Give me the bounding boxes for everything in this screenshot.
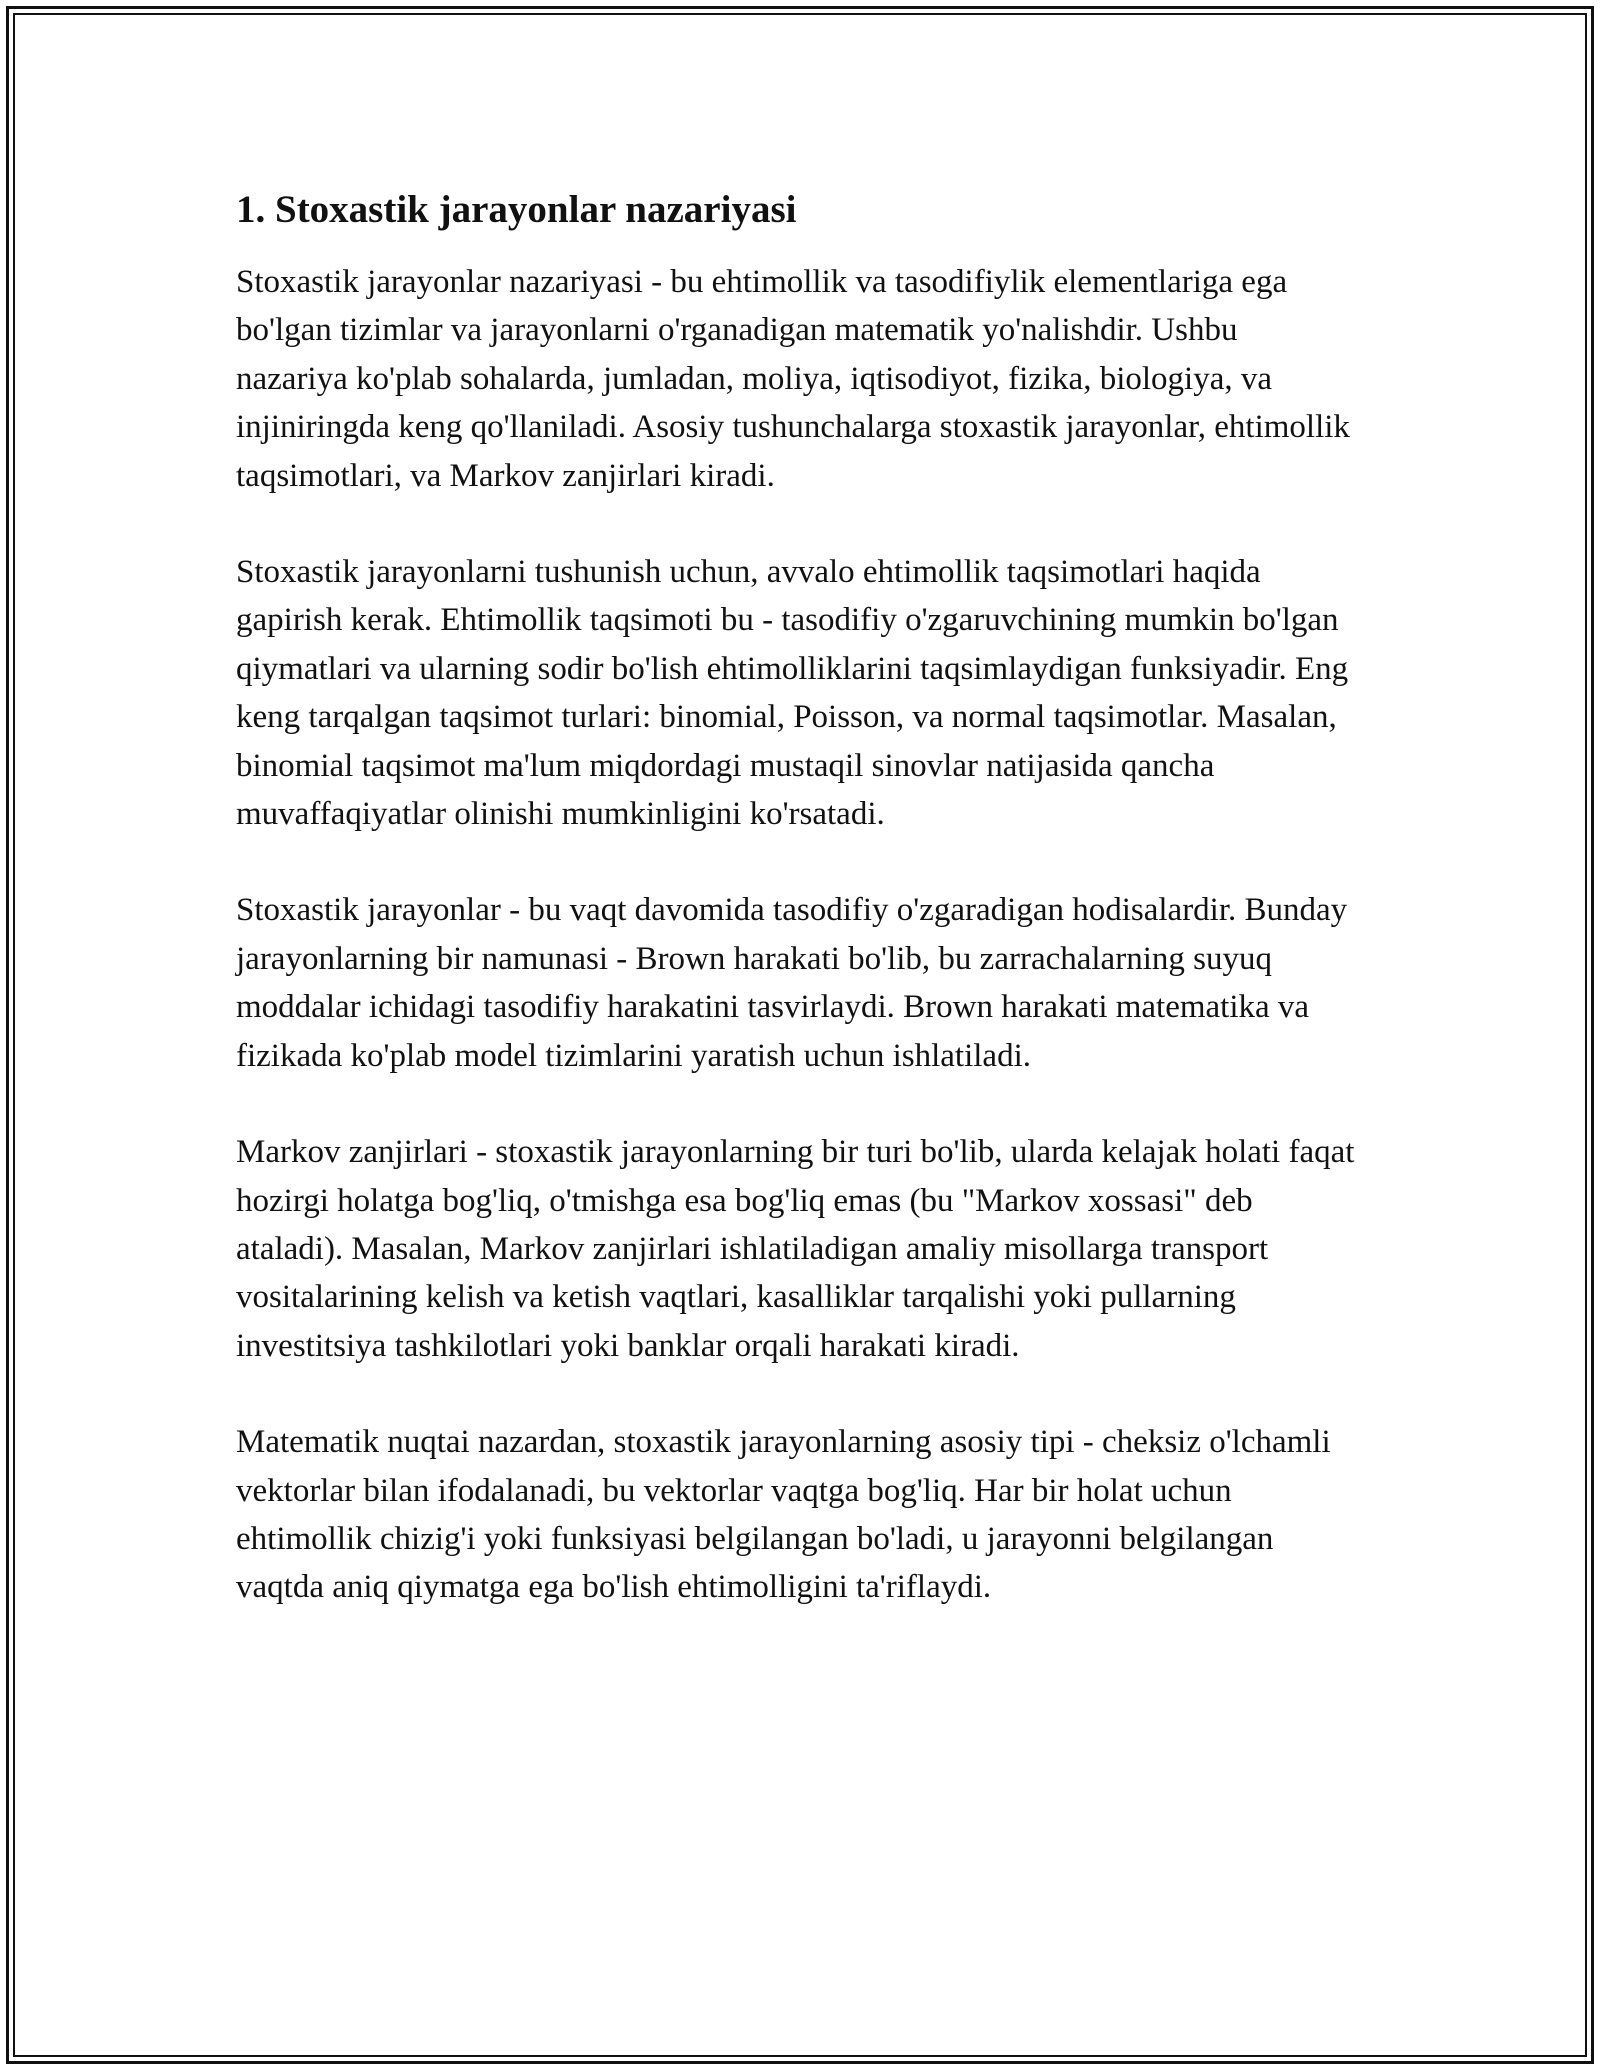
paragraph-probability-distributions: Stoxastik jarayonlarni tushunish uchun, avvalo ehtimollik taqsimotlari haqida gapirish kerak. Ehtimollik taqsimoti bu - tasodifiy o'zgaruvchining mumkin bo'lgan qiymatlari va ularning sodir bo'lish ehtimolliklarini taqsimlaydigan funksiyadir. Eng keng tarqalgan taqsimot turlari: binomial, Poisson, va normal taqsimotlar. Masalan, binomial taqsimot ma'lum miqdordagi mustaqil sinovlar natijasida qancha muvaffaqiyatlar olinishi mumkinligini ko'rsatadi. xyxy=(236,554,1349,833)
paragraph-mathematical-view: Matematik nuqtai nazardan, stoxastik jarayonlarning asosiy tipi - cheksiz o'lchamli vektorlar bilan ifodalanadi, bu vektorlar vaqtga bog'liq. Har bir holat uchun ehtimollik chizig'i yoki funksiyasi belgilangan bo'ladi, u jarayonni belgilangan vaqtda aniq qiymatga ega bo'lish ehtimolligini ta'riflaydi. xyxy=(236,1424,1331,1606)
document-body xyxy=(236,186,1356,1660)
paragraph-brownian-motion: Stoxastik jarayonlar - bu vaqt davomida tasodifiy o'zgaradigan hodisalardir. Bunday jarayonlarning bir namunasi - Brown harakati bo'lib, bu zarrachalarning suyuq moddalar ichidagi tasodifiy harakatini tasvirlaydi. Brown harakati matematika va fizikada ko'plab model tizimlarini yaratish uchun ishlatiladi. xyxy=(236,892,1348,1074)
page-title: 1. Stoxastik jarayonlar nazariyasi xyxy=(236,188,797,231)
paragraph-markov-chains: Markov zanjirlari - stoxastik jarayonlarning bir turi bo'lib, ularda kelajak holati faqat hozirgi holatga bog'liq, o'tmishga esa bog'liq emas (bu "Markov xossasi" deb ataladi). Masalan, Markov zanjirlari ishlatiladigan amaliy misollarga transport vositalarining kelish va ketish vaqtlari, kasalliklar tarqalishi yoki pullarning investitsiya tashkilotlari yoki banklar orqali harakati kiradi. xyxy=(236,1134,1355,1364)
paragraph-intro: Stoxastik jarayonlar nazariyasi - bu ehtimollik va tasodifiylik elementlariga ega bo'lgan tizimlar va jarayonlarni o'rganadigan matematik yo'nalishdir. Ushbu nazariya ko'plab sohalarda, jumladan, moliya, iqtisodiyot, fizika, biologiya, va injiniringda keng qo'llaniladi. Asosiy tushunchalarga stoxastik jarayonlar, ehtimollik taqsimotlari, va Markov zanjirlari kiradi. xyxy=(236,264,1350,494)
